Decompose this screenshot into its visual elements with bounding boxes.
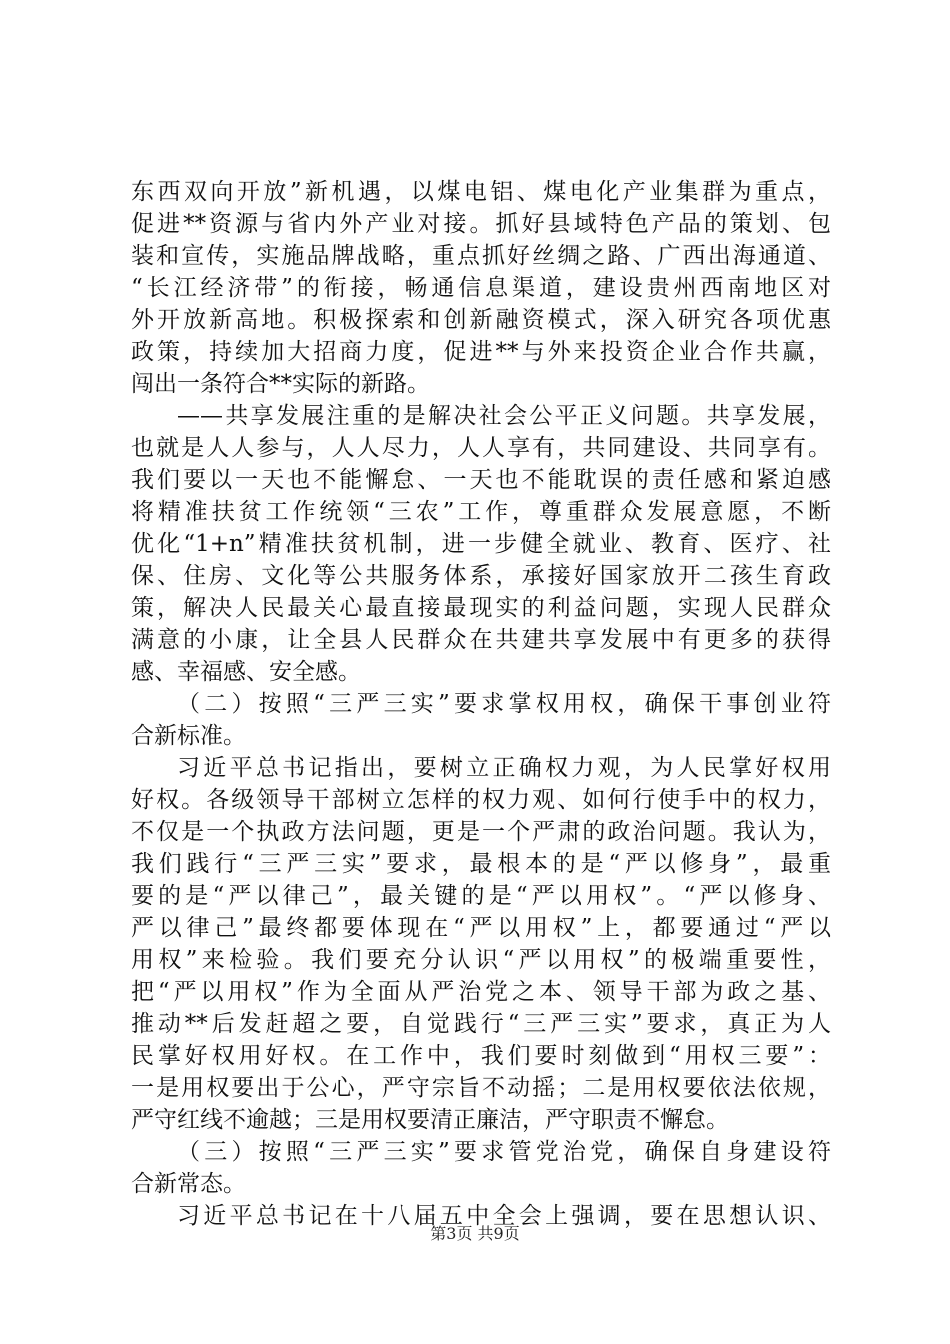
text-line: 我们践行“三严三实”要求，最根本的是“严以修身”，最重: [131, 851, 831, 877]
text-line: 闯出一条符合**实际的新路。: [131, 371, 430, 397]
text-line: （二）按照“三严三实”要求掌权用权，确保干事创业符: [177, 691, 831, 717]
text-line: 要的是“严以律己”，最关键的是“严以用权”。“严以修身、: [131, 883, 831, 909]
text-line: 策，解决人民最关心最直接最现实的利益问题，实现人民群众: [131, 595, 831, 621]
text-line: 促进**资源与省内外产业对接。抓好县域特色产品的策划、包: [131, 211, 831, 237]
text-line: 好权。各级领导干部树立怎样的权力观、如何行使手中的权力，: [131, 787, 831, 813]
section-heading: [131, 1136, 831, 1200]
text-line: “长江经济带”的衔接，畅通信息渠道，建设贵州西南地区对: [131, 275, 831, 301]
text-line: 将精准扶贫工作统领“三农”工作，尊重群众发展意愿，不断: [131, 499, 831, 525]
text-line: 合新常态。: [131, 1171, 246, 1197]
text-line: 习近平总书记指出，要树立正确权力观，为人民掌好权用: [177, 755, 831, 781]
text-line: 一是用权要出于公心，严守宗旨不动摇；二是用权要依法依规，: [131, 1075, 831, 1101]
text-line: ——共享发展注重的是解决社会公平正义问题。共享发展，: [177, 403, 831, 429]
text-line: 合新标准。: [131, 723, 246, 749]
text-line: 把“严以用权”作为全面从严治党之本、领导干部为政之基、: [131, 979, 831, 1005]
document-body: [131, 176, 831, 1232]
text-line: （三）按照“三严三实”要求管党治党，确保自身建设符: [177, 1139, 831, 1165]
page-number: 第3页 共9页: [430, 1224, 520, 1243]
text-line: 也就是人人参与，人人尽力，人人享有，共同建设、共同享有。: [131, 435, 831, 461]
paragraph: [131, 400, 831, 688]
text-line: 满意的小康，让全县人民群众在共建共享发展中有更多的获得: [131, 627, 831, 653]
text-line: 东西双向开放”新机遇，以煤电铝、煤电化产业集群为重点，: [131, 179, 831, 205]
text-line: 感、幸福感、安全感。: [131, 659, 361, 685]
text-line: 我们要以一天也不能懈怠、一天也不能耽误的责任感和紧迫感: [131, 467, 831, 493]
text-line: 优化“1+n”精准扶贫机制，进一步健全就业、教育、医疗、社: [131, 531, 831, 557]
text-line: 严守红线不逾越；三是用权要清正廉洁，严守职责不懈怠。: [131, 1107, 729, 1133]
page-footer: [0, 1221, 950, 1244]
text-line: 严以律己”最终都要体现在“严以用权”上，都要通过“严以: [131, 915, 831, 941]
text-line: 民掌好权用好权。在工作中，我们要时刻做到“用权三要”：: [131, 1043, 831, 1069]
text-line: 装和宣传，实施品牌战略，重点抓好丝绸之路、广西出海通道、: [131, 243, 831, 269]
text-line: 用权”来检验。我们要充分认识“严以用权”的极端重要性，: [131, 947, 831, 973]
text-line: 习近平总书记在十八届五中全会上强调，要在思想认识、: [177, 1203, 831, 1229]
text-line: 政策，持续加大招商力度，促进**与外来投资企业合作共赢，: [131, 339, 831, 365]
text-line: 外开放新高地。积极探索和创新融资模式，深入研究各项优惠: [131, 307, 831, 333]
text-line: 保、住房、文化等公共服务体系，承接好国家放开二孩生育政: [131, 563, 831, 589]
paragraph: [131, 752, 831, 1136]
section-heading: [131, 688, 831, 752]
text-line: 推动**后发赶超之要，自觉践行“三严三实”要求，真正为人: [131, 1011, 831, 1037]
paragraph: [131, 176, 831, 400]
text-line: 不仅是一个执政方法问题，更是一个严肃的政治问题。我认为，: [131, 819, 831, 845]
